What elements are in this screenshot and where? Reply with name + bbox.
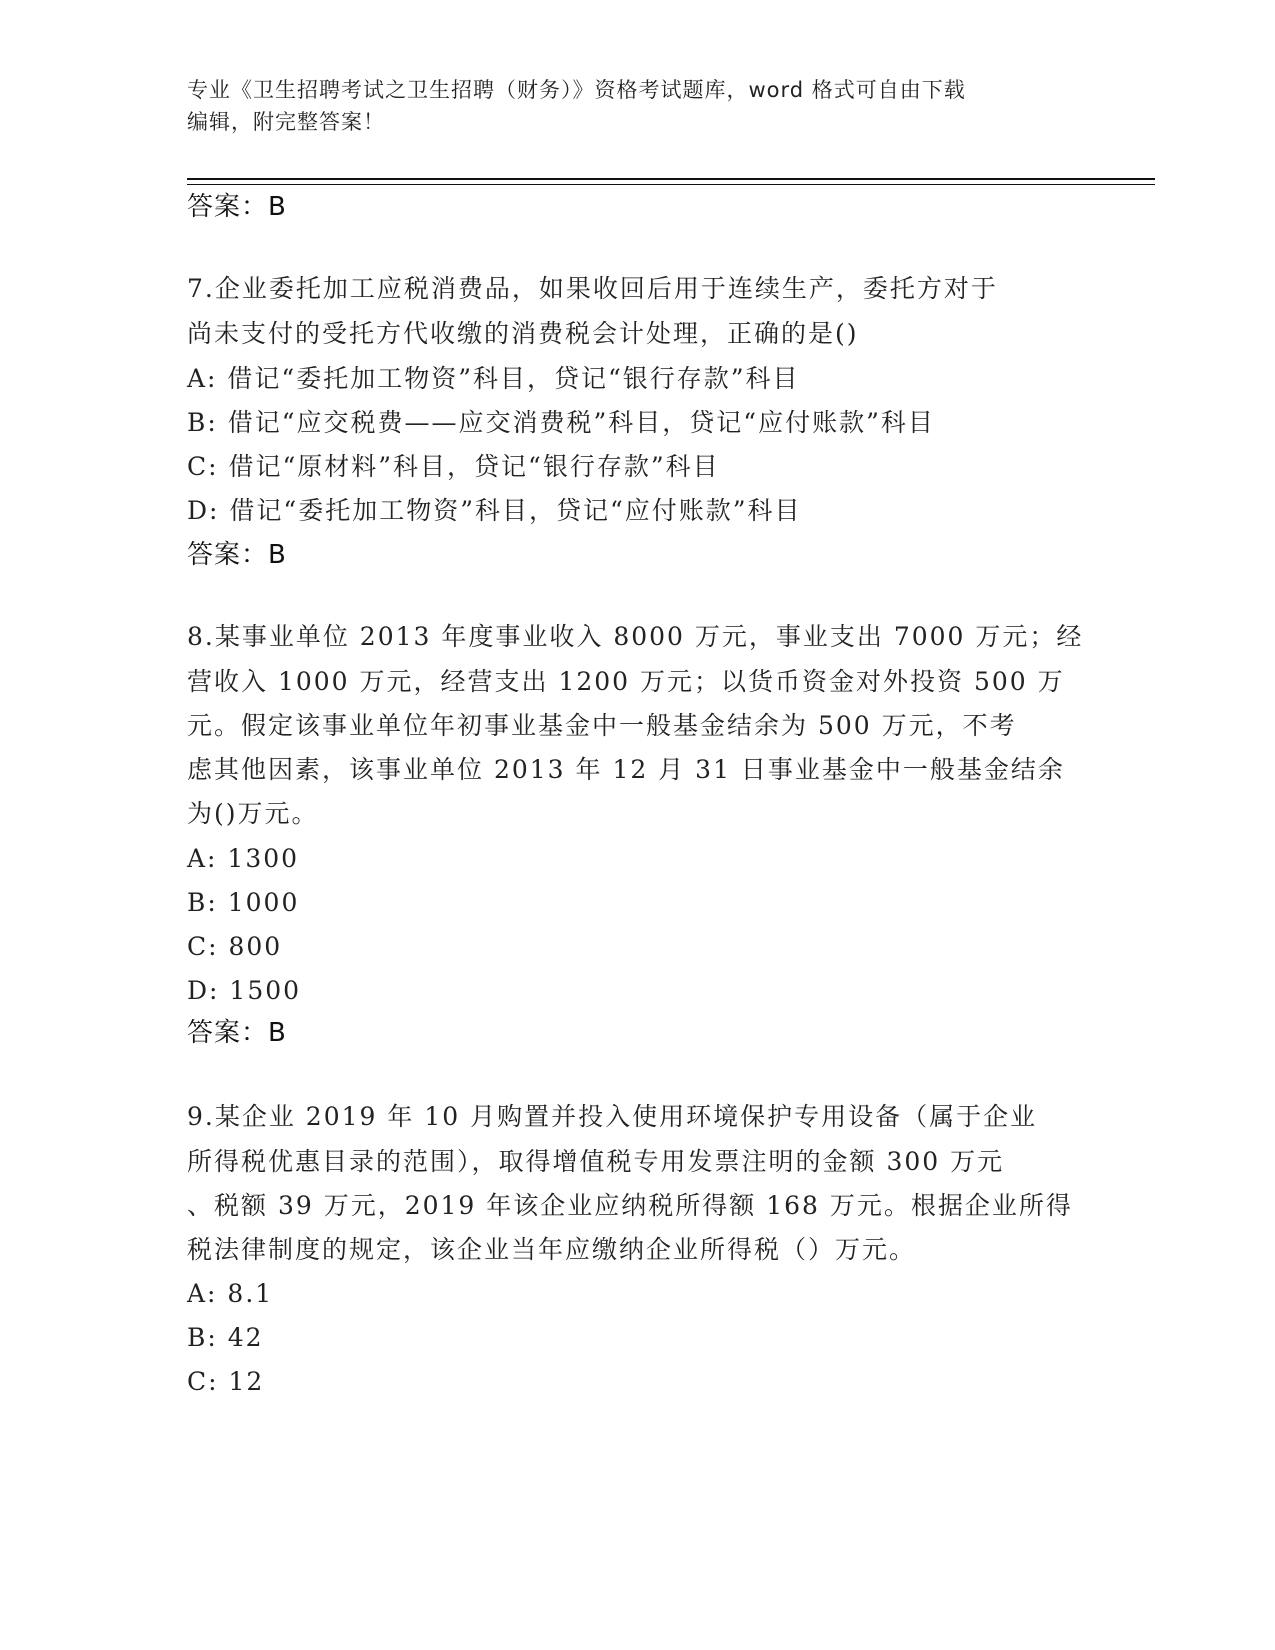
header-rule-thin [187, 184, 1155, 185]
q8-answer: 答案：B [187, 1018, 287, 1048]
q8-stem-line-5: 为()万元。 [187, 799, 319, 828]
q8-option-d: D: 1500 [187, 976, 302, 1005]
q7-option-a: A: 借记“委托加工物资”科目，贷记“银行存款”科目 [187, 364, 800, 393]
q9-stem-line-3: 、税额 39 万元，2019 年该企业应纳税所得额 168 万元。根据企业所得 [187, 1191, 1073, 1220]
q9-stem-line-1: 9.某企业 2019 年 10 月购置并投入使用环境保护专用设备（属于企业 [187, 1102, 1038, 1131]
q7-stem-line-1: 7.企业委托加工应税消费品，如果收回后用于连续生产，委托方对于 [187, 274, 998, 303]
q8-option-c: C: 800 [187, 932, 283, 961]
q8-stem-line-1: 8.某事业单位 2013 年度事业收入 8000 万元，事业支出 7000 万元；经 [187, 622, 1084, 651]
q8-stem-line-2: 营收入 1000 万元，经营支出 1200 万元；以货币资金对外投资 500 万 [187, 667, 1065, 696]
q9-option-b: B: 42 [187, 1323, 264, 1352]
q8-option-b: B: 1000 [187, 888, 300, 917]
q7-stem-line-2: 尚未支付的受托方代收缴的消费税会计处理，正确的是() [187, 319, 859, 348]
q7-option-c: C: 借记“原材料”科目，贷记“银行存款”科目 [187, 452, 720, 481]
q8-stem-line-4: 虑其他因素，该事业单位 2013 年 12 月 31 日事业基金中一般基金结余 [187, 755, 1065, 784]
q9-option-c: C: 12 [187, 1367, 265, 1396]
document-header [187, 74, 1087, 138]
q8-stem-line-3: 元。假定该事业单位年初事业基金中一般基金结余为 500 万元，不考 [187, 711, 1017, 740]
q9-option-a: A: 8.1 [187, 1279, 274, 1308]
q9-stem-line-2: 所得税优惠目录的范围），取得增值税专用发票注明的金额 300 万元 [187, 1147, 1005, 1176]
q8-option-a: A: 1300 [187, 844, 300, 873]
q7-option-b: B: 借记“应交税费——应交消费税”科目，贷记“应付账款”科目 [187, 408, 935, 437]
header-line-2: 编辑，附完整答案！ [187, 110, 385, 134]
q7-option-d: D: 借记“委托加工物资”科目，贷记“应付账款”科目 [187, 496, 802, 525]
previous-answer: 答案：B [187, 192, 287, 222]
header-line-1: 专业《卫生招聘考试之卫生招聘（财务）》资格考试题库，word 格式可自由下载 [187, 78, 966, 102]
q9-stem-line-4: 税法律制度的规定，该企业当年应缴纳企业所得税（）万元。 [187, 1235, 917, 1264]
header-rule-thick [187, 178, 1155, 180]
q7-answer: 答案：B [187, 540, 287, 570]
